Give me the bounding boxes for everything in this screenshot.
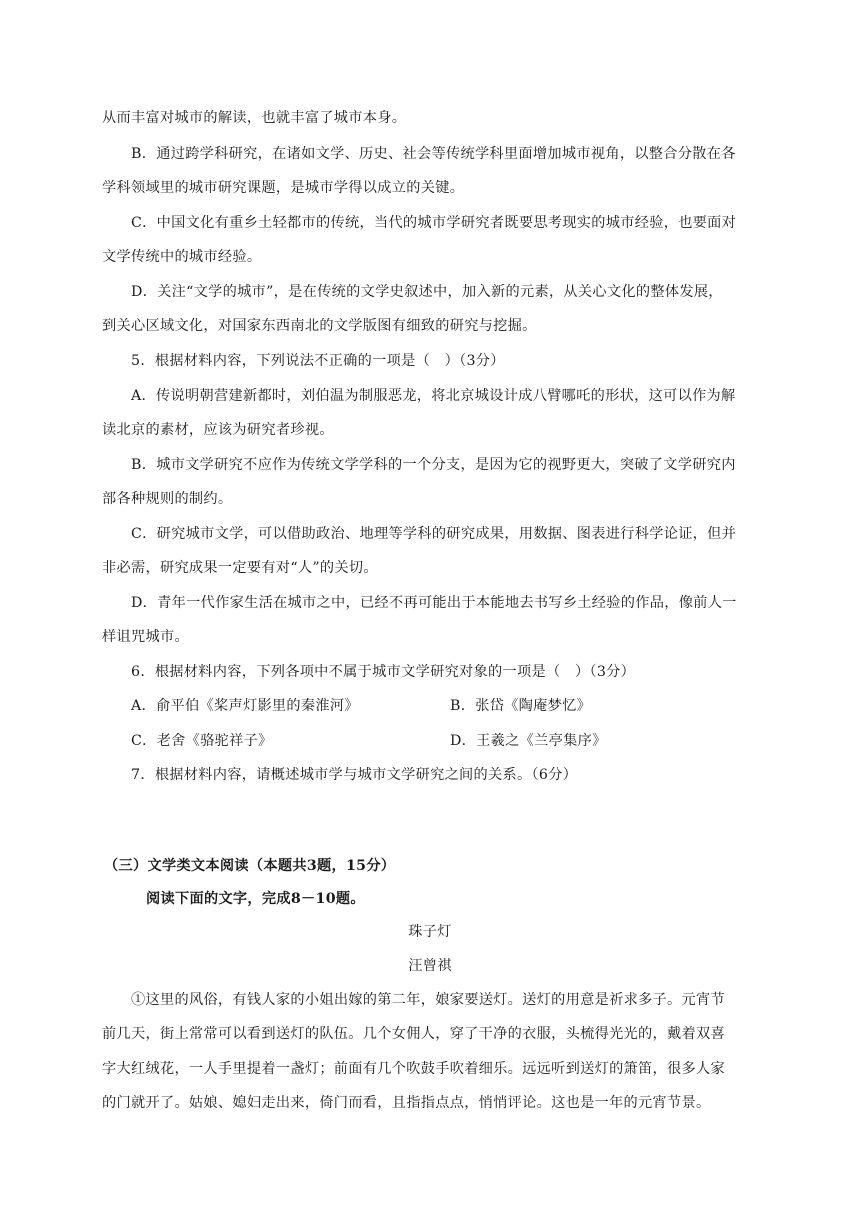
text-line: B．通过跨学科研究，在诸如文学、历史、社会等传统学科里面增加城市视角，以整合分散在各 <box>131 146 736 162</box>
option-a: A．俞平伯《桨声灯影里的秦淮河》 <box>131 698 359 714</box>
text-line: A．传说明朝营建新都时，刘伯温为制服恶龙，将北京城设计成八臂哪吒的形状，这可以作为解 <box>131 388 736 404</box>
text-line: D．关注“文学的城市”，是在传统的文学史叙述中，加入新的元素，从关心文化的整体发展， <box>131 284 723 300</box>
text-line: C．研究城市文学，可以借助政治、地理等学科的研究成果，用数据、图表进行科学论证，但并 <box>131 526 737 542</box>
option-b: B．张岱《陶庵梦忆》 <box>450 698 592 714</box>
text-line: 部各种规则的制约。 <box>102 491 233 507</box>
option-d: D．王羲之《兰亭集序》 <box>450 733 607 749</box>
question-6: 6．根据材料内容，下列各项中不属于城市文学研究对象的一项是（ ）（3分） <box>131 664 636 680</box>
text-line: 样诅咒城市。 <box>102 629 189 645</box>
text-line: 学科领域里的城市研究课题，是城市学得以成立的关键。 <box>102 180 465 196</box>
question-5: 5．根据材料内容，下列说法不正确的一项是（ ）（3分） <box>131 353 505 369</box>
option-c: C．老舍《骆驼祥子》 <box>131 733 273 749</box>
text-line: 的门就开了。姑娘、媳妇走出来，倚门而看，且指指点点，悄悄评论。这也是一年的元宵节景。 <box>102 1095 711 1111</box>
passage-author: 汪曾祺 <box>408 958 452 974</box>
question-7: 7．根据材料内容，请概述城市学与城市文学研究之间的关系。（6分） <box>131 767 578 783</box>
passage-title: 珠子灯 <box>408 924 452 940</box>
text-line: 从而丰富对城市的解读，也就丰富了城市本身。 <box>102 110 407 126</box>
section-heading: （三）文学类文本阅读（本题共3题，15分） <box>104 858 396 874</box>
text-line: C．中国文化有重乡土轻都市的传统，当代的城市学研究者既要思考现实的城市经验，也要面对 <box>131 215 737 231</box>
text-line: ①这里的风俗，有钱人家的小姐出嫁的第二年，娘家要送灯。送灯的用意是祈求多子。元宵节 <box>131 992 725 1008</box>
text-line: D．青年一代作家生活在城市之中，已经不再可能出于本能地去书写乡土经验的作品，像前人一 <box>131 595 737 611</box>
text-line: 非必需，研究成果一定要有对“人”的关切。 <box>102 560 378 576</box>
text-line: 前几天，街上常常可以看到送灯的队伍。几个女佣人，穿了干净的衣服，头梳得光光的，戴着双喜 <box>102 1026 725 1042</box>
text-line: 到关心区域文化，对国家东西南北的文学版图有细致的研究与挖掘。 <box>102 318 537 334</box>
text-line: 字大红绒花，一人手里提着一盏灯；前面有几个吹鼓手吹着细乐。远远听到送灯的箫笛，很多人家 <box>102 1061 725 1077</box>
text-line: B．城市文学研究不应作为传统文学学科的一个分支，是因为它的视野更大，突破了文学研究内 <box>131 457 736 473</box>
text-line: 文学传统中的城市经验。 <box>102 249 262 265</box>
text-line: 读北京的素材，应该为研究者珍视。 <box>102 422 334 438</box>
reading-instruction: 阅读下面的文字，完成8－10题。 <box>146 891 365 907</box>
